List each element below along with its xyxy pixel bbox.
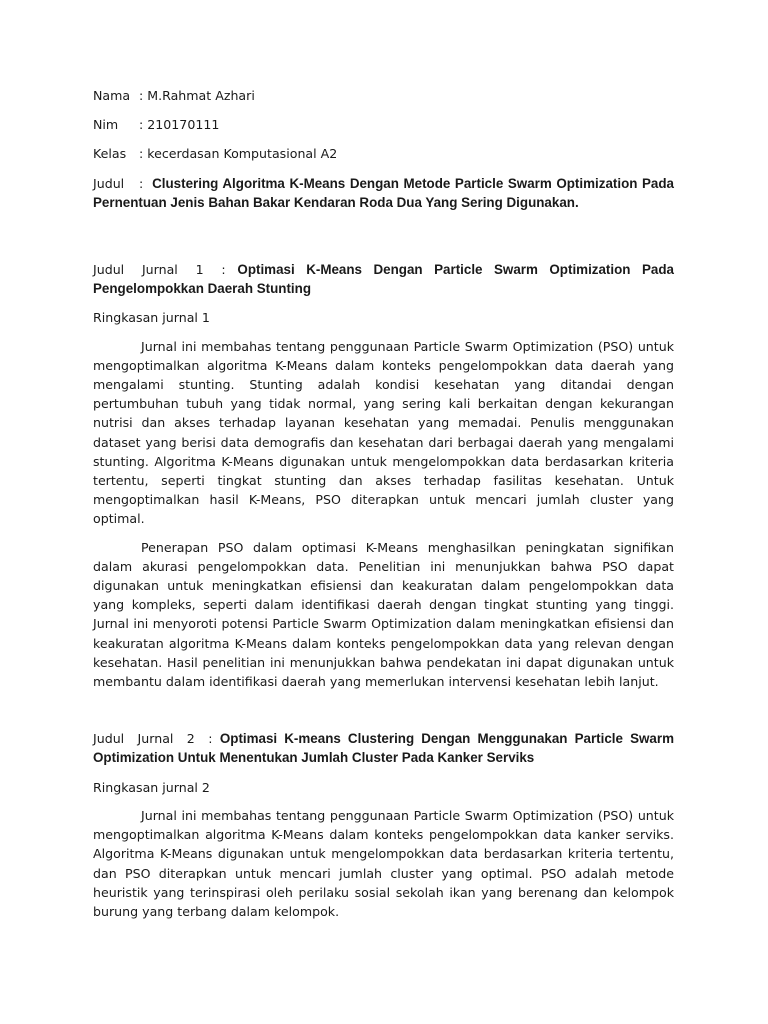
- nama-value: M.Rahmat Azhari: [147, 88, 255, 103]
- jurnal-2-paragraph: Jurnal ini membahas tentang penggunaan Particle Swarm Optimization (PSO) untuk mengoptimalkan algoritma K-Means dalam konteks pengelompokkan data kanker serviks. Algoritma K-Means digunakan untuk mengelompokkan data berdasarkan kriteria tertentu, dan PSO diterapkan untuk mencari jumlah cluster yang optimal. PSO adalah metode heuristik yang terinspirasi oleh perilaku sosial sekolah ikan yang berenang dan kelompok burung yang terbang dalam kelompok.: [93, 807, 674, 919]
- document-body: [93, 86, 674, 930]
- nama-colon: :: [139, 88, 144, 103]
- kelas-colon: :: [139, 146, 144, 162]
- judul-colon: :: [139, 175, 144, 191]
- nim-label: Nim: [93, 117, 119, 133]
- meta-kelas-row: [93, 144, 674, 163]
- nama-label: Nama: [93, 88, 131, 103]
- jurnal-1-paragraph: Jurnal ini membahas tentang penggunaan Particle Swarm Optimization (PSO) untuk mengoptimalkan algoritma K-Means dalam konteks pengelompokkan data daerah yang mengalami stunting. Stunting adalah kondisi kesehatan yang ditandai dengan pertumbuhan tubuh yang tidak normal, yang sering kali berkaitan dengan kekurangan nutrisi dan akses terhadap layanan kesehatan yang memadai. Penulis menggunakan dataset yang berisi data demografis dan kesehatan dari berbagai daerah yang mengalami stunting. Algoritma K-Means digunakan untuk mengelompokkan data berdasarkan kriteria tertentu, seperti tingkat stunting dan akses terhadap fasilitas kesehatan. Untuk mengoptimalkan hasil K-Means, PSO diterapkan untuk mencari jumlah cluster yang optimal.: [93, 338, 674, 527]
- meta-nim-row: [93, 115, 674, 134]
- document-title: Clustering Algoritma K-Means Dengan Metode Particle Swarm Optimization Pada Pernentuan Jenis Bahan Bakar Kendaran Roda Dua Yang Sering Digunakan.: [93, 175, 674, 210]
- judul-label: Judul: [93, 175, 125, 191]
- meta-judul-block: [93, 174, 674, 212]
- jurnal-2-title: Optimasi K-means Clustering Dengan Menggunakan Particle Swarm Optimization Untuk Menentukan Jumlah Cluster Pada Kanker Serviks: [93, 731, 674, 766]
- meta-nama-row: [93, 86, 674, 105]
- nim-value: 210170111: [147, 117, 220, 133]
- kelas-label: Kelas: [93, 146, 127, 162]
- kelas-value: kecerdasan Komputasional A2: [147, 146, 338, 162]
- nim-colon: :: [139, 117, 144, 133]
- jurnal-1-heading: [93, 260, 674, 298]
- jurnal-2-summary-label: Ringkasan jurnal 2: [93, 779, 210, 795]
- jurnal-1-paragraph: Penerapan PSO dalam optimasi K-Means menghasilkan peningkatan signifikan dalam akurasi pengelompokkan data. Penelitian ini menunjukkan bahwa PSO dapat digunakan untuk meningkatkan efisiensi dan keakuratan dalam pengelompokkan data yang kompleks, seperti dalam identifikasi daerah dengan tingkat stunting yang tinggi. Jurnal ini menyoroti potensi Particle Swarm Optimization dalam meningkatkan efisiensi dan keakuratan algoritma K-Means dalam konteks pengelompokkan data yang relevan dengan kesehatan. Hasil penelitian ini menunjukkan bahwa pendekatan ini dapat digunakan untuk membantu dalam identifikasi daerah yang memerlukan intervensi kesehatan lebih lanjut.: [93, 539, 674, 690]
- jurnal-1-summary-label: Ringkasan jurnal 1: [93, 310, 210, 326]
- jurnal-2-lead: Judul Jurnal 2 :: [93, 731, 213, 747]
- jurnal-1-title: Optimasi K-Means Dengan Particle Swarm Optimization Pada Pengelompokkan Daerah Stunting: [93, 262, 674, 297]
- jurnal-2-heading: [93, 729, 674, 767]
- jurnal-1-lead: Judul Jurnal 1 :: [93, 262, 226, 278]
